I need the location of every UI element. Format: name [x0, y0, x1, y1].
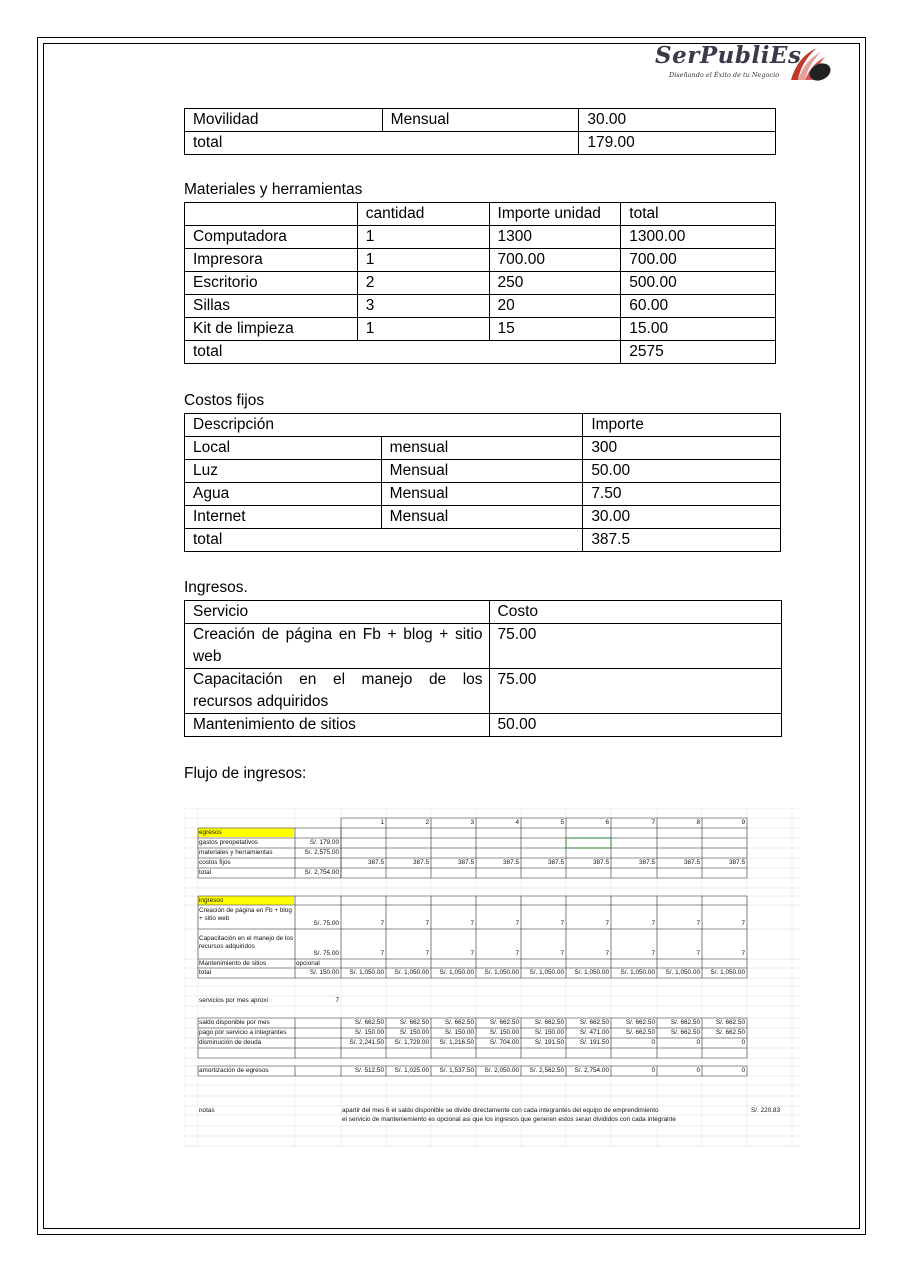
- costos-value: 387.5: [729, 859, 745, 866]
- amortizacion-value: S/. 2,562.50: [529, 1067, 564, 1074]
- table-cell: 1300.00: [621, 226, 776, 249]
- capacitacion-value: 7: [560, 950, 564, 957]
- nota-1: apartir del mes 6 el saldo disponible se divide directamente con cada integrantes del equipo de emprendimiento: [342, 1107, 659, 1114]
- company-logo: [655, 44, 835, 84]
- pago-value: S/. 150.00: [444, 1029, 474, 1036]
- capacitacion-value: 7: [741, 950, 745, 957]
- total-ingresos-value: S/. 1,050.00: [394, 969, 429, 976]
- creacion-value: 7: [560, 920, 564, 927]
- creacion-value: 7: [651, 920, 655, 927]
- table-row: [185, 109, 776, 132]
- table-cell: Impresora: [185, 249, 358, 272]
- saldo-value: S/. 662.50: [399, 1019, 429, 1026]
- table-row: [185, 132, 776, 155]
- logo-name: SerPubliEs: [655, 42, 802, 69]
- table-total-row: [185, 341, 776, 364]
- table-cell: Computadora: [185, 226, 358, 249]
- amortizacion-value: S/. 512.50: [354, 1067, 384, 1074]
- section-title-materiales: Materiales y herramientas: [184, 181, 363, 198]
- disminucion-value: S/. 1,216.50: [439, 1039, 474, 1046]
- saldo-value: S/. 662.50: [670, 1019, 700, 1026]
- section-title-costos-fijos: Costos fijos: [184, 392, 265, 409]
- materiales-value: S/. 2,575.00: [304, 849, 339, 856]
- amortizacion-value: 0: [651, 1067, 655, 1074]
- servicios-label: servicios por mes aproxi: [199, 997, 268, 1004]
- total-ingresos-value: S/. 1,050.00: [710, 969, 745, 976]
- creacion-value: 7: [696, 920, 700, 927]
- pago-value: S/. 662.50: [625, 1029, 655, 1036]
- table-cell: 1: [357, 249, 489, 272]
- mantenimiento-value: opcional: [296, 960, 320, 967]
- amortizacion-value: 0: [696, 1067, 700, 1074]
- saldo-value: S/. 662.50: [354, 1019, 384, 1026]
- saldo-value: S/. 662.50: [579, 1019, 609, 1026]
- creacion-value: 7: [741, 920, 745, 927]
- flujo-spreadsheet: [184, 808, 800, 1148]
- total-ingresos-value: S/. 1,050.00: [574, 969, 609, 976]
- table-cell: Agua: [185, 483, 382, 506]
- total-ingresos-label: total: [199, 969, 212, 976]
- month-header: 8: [696, 819, 700, 826]
- disminucion-value: 0: [651, 1039, 655, 1046]
- disminucion-value: S/. 191.50: [534, 1039, 564, 1046]
- table-header-row: [185, 601, 782, 624]
- total-ingresos-value: S/. 1,050.00: [665, 969, 700, 976]
- table-cell: 1300: [489, 226, 621, 249]
- table-header-cell: Importe unidad: [489, 203, 621, 226]
- table-cell: total: [185, 341, 621, 364]
- pago-value: S/. 471.00: [579, 1029, 609, 1036]
- section-title-flujo: Flujo de ingresos:: [184, 765, 307, 782]
- creacion-value: 7: [605, 920, 609, 927]
- total-egresos-value: S/. 2,754.00: [304, 869, 339, 876]
- saldo-value: S/. 662.50: [715, 1019, 745, 1026]
- table-cell: Mensual: [381, 460, 583, 483]
- table-cell: 75.00: [489, 669, 781, 714]
- table-cell: Escritorio: [185, 272, 358, 295]
- table-cell: 700.00: [489, 249, 621, 272]
- saldo-label: saldo disponible por mes: [199, 1019, 270, 1026]
- table-row: [185, 460, 781, 483]
- table-cell: 179.00: [579, 132, 776, 155]
- costos-value: 387.5: [639, 859, 655, 866]
- creacion-value: 7: [470, 920, 474, 927]
- table-header-cell: cantidad: [357, 203, 489, 226]
- table-cell: mensual: [381, 437, 583, 460]
- creacion-value: 7: [380, 920, 384, 927]
- pago-value: S/. 150.00: [489, 1029, 519, 1036]
- table-cell: Capacitación en el manejo de los recursos adquiridos: [185, 669, 490, 714]
- table-cell: 30.00: [583, 506, 781, 529]
- table-cell: total: [185, 132, 579, 155]
- saldo-value: S/. 662.50: [625, 1019, 655, 1026]
- table-row: [185, 714, 782, 737]
- capacitacion-value: 7: [425, 950, 429, 957]
- capacitacion-label: Capacitación en el manejo de los recursos adquiridos: [199, 935, 294, 950]
- ingresos-table: [184, 600, 782, 737]
- table-cell: Mensual: [381, 506, 583, 529]
- month-header: 4: [515, 819, 519, 826]
- table-header-row: [185, 203, 776, 226]
- creacion-label: Creación de página en Fb + blog + sitio web: [199, 907, 292, 922]
- table-cell: 50.00: [583, 460, 781, 483]
- table-cell: 20: [489, 295, 621, 318]
- table-header-cell: Descripción: [185, 414, 583, 437]
- movilidad-table: [184, 108, 776, 155]
- table-row: [185, 295, 776, 318]
- costos-value: 387.5: [413, 859, 429, 866]
- saldo-value: S/. 662.50: [534, 1019, 564, 1026]
- table-header-cell: Costo: [489, 601, 781, 624]
- pago-value: S/. 662.50: [670, 1029, 700, 1036]
- table-header-cell: Servicio: [185, 601, 490, 624]
- amortizacion-value: 0: [741, 1067, 745, 1074]
- total-ingresos-value: S/. 1,050.00: [349, 969, 384, 976]
- capacitacion-value: 7: [605, 950, 609, 957]
- materiales-table: [184, 202, 776, 364]
- creacion-value: 7: [425, 920, 429, 927]
- capacitacion-value: 7: [651, 950, 655, 957]
- table-cell: 2: [357, 272, 489, 295]
- table-cell: 250: [489, 272, 621, 295]
- table-cell: Movilidad: [185, 109, 383, 132]
- pago-label: pago por servicio a integrantes: [199, 1029, 287, 1036]
- costos-fijos-table: [184, 413, 781, 552]
- logo-swoosh-icon: [787, 44, 833, 84]
- costos-value: 387.5: [368, 859, 384, 866]
- gastos-value: S/. 179.00: [309, 839, 339, 846]
- capacitacion-value: 7: [380, 950, 384, 957]
- month-header: 1: [380, 819, 384, 826]
- section-title-ingresos: Ingresos.: [184, 579, 248, 596]
- table-header-cell: total: [621, 203, 776, 226]
- costos-value: 387.5: [548, 859, 564, 866]
- month-header: 5: [560, 819, 564, 826]
- month-header: 3: [470, 819, 474, 826]
- table-cell: Kit de limpieza: [185, 318, 358, 341]
- table-cell: 2575: [621, 341, 776, 364]
- total-ingresos-value: S/. 1,050.00: [620, 969, 655, 976]
- capacitacion-price: S/. 75.00: [313, 950, 339, 957]
- table-row: [185, 249, 776, 272]
- disminucion-value: S/. 2,241.50: [349, 1039, 384, 1046]
- table-cell: 1: [357, 318, 489, 341]
- mantenimiento-label: Mantenimiento de sitios: [199, 960, 267, 967]
- materiales-label: materiales y herramientas: [199, 849, 273, 856]
- amortizacion-value: S/. 1,025.00: [394, 1067, 429, 1074]
- creacion-value: 7: [515, 920, 519, 927]
- capacitacion-value: 7: [696, 950, 700, 957]
- total-ingresos-value: S/. 1,050.00: [439, 969, 474, 976]
- pago-value: S/. 150.00: [354, 1029, 384, 1036]
- month-header: 2: [425, 819, 429, 826]
- costos-value: 387.5: [503, 859, 519, 866]
- amortizacion-value: S/. 2,754.00: [574, 1067, 609, 1074]
- egresos-label: egresos: [199, 829, 222, 836]
- table-cell: 30.00: [579, 109, 776, 132]
- table-header-cell: Importe: [583, 414, 781, 437]
- table-cell: total: [185, 529, 583, 552]
- selected-cell-outline: [566, 838, 611, 848]
- gastos-label: gastos preopetativos: [199, 839, 258, 846]
- table-cell: 15: [489, 318, 621, 341]
- table-cell: Local: [185, 437, 382, 460]
- ingresos-label: ingresos: [199, 897, 224, 904]
- saldo-value: S/. 662.50: [489, 1019, 519, 1026]
- table-cell: Mantenimiento de sitios: [185, 714, 490, 737]
- table-cell: Luz: [185, 460, 382, 483]
- table-cell: Mensual: [381, 483, 583, 506]
- table-header-cell: [185, 203, 358, 226]
- table-row: [185, 624, 782, 669]
- table-row: [185, 318, 776, 341]
- pago-value: S/. 150.00: [534, 1029, 564, 1036]
- month-header: 9: [741, 819, 745, 826]
- total-egresos-label: total: [199, 869, 212, 876]
- nota-2: el servicio de manteniemiento es opcional asi que los ingresos que generen estos seran divididos con cada integrante: [342, 1116, 676, 1123]
- total-ingresos-value: S/. 1,050.00: [529, 969, 564, 976]
- table-row: [185, 272, 776, 295]
- logo-tagline: Diseñando el Éxito de tu Negocio: [669, 71, 780, 79]
- disminucion-value: S/. 1,729.00: [394, 1039, 429, 1046]
- capacitacion-value: 7: [470, 950, 474, 957]
- table-cell: 500.00: [621, 272, 776, 295]
- disminucion-value: S/. 191.50: [579, 1039, 609, 1046]
- total-ingresos-price: S/. 150.00: [309, 969, 339, 976]
- table-cell: 700.00: [621, 249, 776, 272]
- creacion-price: S/. 75.00: [313, 920, 339, 927]
- table-cell: 75.00: [489, 624, 781, 669]
- amortizacion-value: S/. 1,537.50: [439, 1067, 474, 1074]
- table-cell: Internet: [185, 506, 382, 529]
- table-row: [185, 483, 781, 506]
- table-cell: Creación de página en Fb + blog + sitio web: [185, 624, 490, 669]
- table-cell: 15.00: [621, 318, 776, 341]
- month-header: 6: [605, 819, 609, 826]
- disminucion-label: disminución de deuda: [199, 1039, 262, 1046]
- table-header-row: [185, 414, 781, 437]
- table-row: [185, 669, 782, 714]
- table-cell: 60.00: [621, 295, 776, 318]
- table-cell: 387.5: [583, 529, 781, 552]
- table-total-row: [185, 529, 781, 552]
- costos-value: 387.5: [593, 859, 609, 866]
- pago-value: S/. 150.00: [399, 1029, 429, 1036]
- capacitacion-value: 7: [515, 950, 519, 957]
- notas-label: notas: [199, 1107, 215, 1114]
- table-row: [185, 437, 781, 460]
- nota-1-value: S/. 220.83: [751, 1107, 781, 1114]
- table-cell: 300: [583, 437, 781, 460]
- pago-value: S/. 662.50: [715, 1029, 745, 1036]
- amortizacion-value: S/. 2,050.00: [484, 1067, 519, 1074]
- table-cell: 1: [357, 226, 489, 249]
- disminucion-value: 0: [696, 1039, 700, 1046]
- saldo-value: S/. 662.50: [444, 1019, 474, 1026]
- disminucion-value: S/. 704.00: [489, 1039, 519, 1046]
- table-cell: 7.50: [583, 483, 781, 506]
- costos-label: costos fijos: [199, 859, 231, 866]
- table-row: [185, 506, 781, 529]
- table-cell: 50.00: [489, 714, 781, 737]
- disminucion-value: 0: [741, 1039, 745, 1046]
- table-cell: 3: [357, 295, 489, 318]
- costos-value: 387.5: [684, 859, 700, 866]
- table-cell: Mensual: [382, 109, 579, 132]
- table-cell: Sillas: [185, 295, 358, 318]
- costos-value: 387.5: [458, 859, 474, 866]
- total-ingresos-value: S/. 1,050.00: [484, 969, 519, 976]
- table-row: [185, 226, 776, 249]
- month-header: 7: [651, 819, 655, 826]
- servicios-value: 7: [335, 997, 339, 1004]
- amortizacion-label: amortización de egresos: [199, 1067, 269, 1074]
